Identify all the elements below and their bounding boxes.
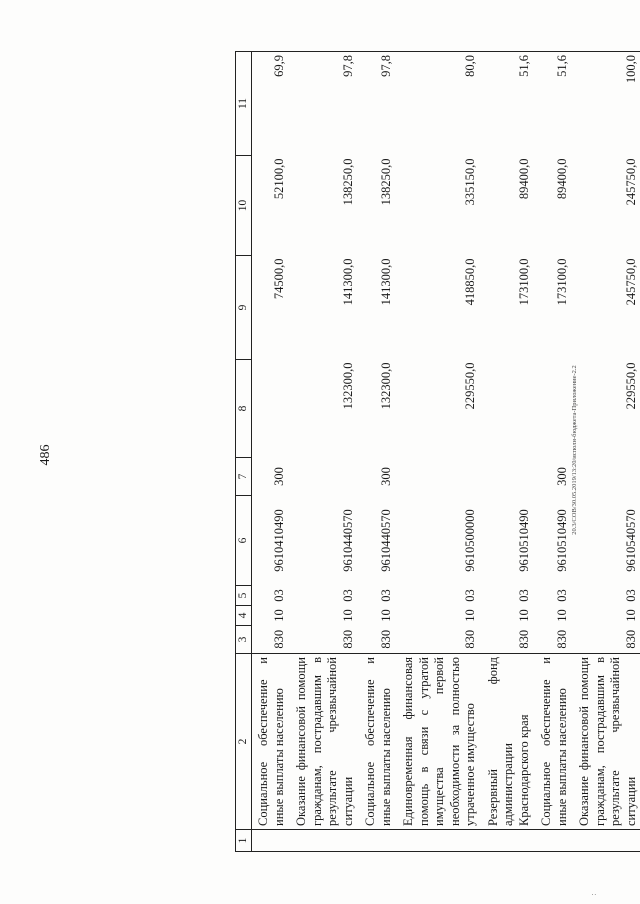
approved-amount-cell	[252, 360, 291, 458]
expense-type-cell	[573, 458, 640, 496]
execution-percent-cell: 97,8	[359, 52, 397, 156]
section-code-cell: 10	[271, 609, 286, 622]
row-number-cell	[482, 830, 536, 852]
executed-amount-cell: 245750,0	[623, 158, 638, 206]
scan-corner-mark: ..	[590, 889, 598, 897]
col-header-2: 2	[236, 654, 252, 830]
execution-percent-cell: 69,9	[252, 52, 291, 156]
target-article-cell: 9610500000	[463, 509, 477, 572]
planned-amount-cell: 418850,0	[463, 258, 477, 306]
page-number: 486	[38, 444, 53, 466]
col-header-11: 11	[236, 52, 252, 156]
execution-percent-cell: 51,6	[535, 52, 573, 156]
approved-amount-cell: 229550,0	[623, 362, 638, 410]
col-header-6: 6	[236, 496, 252, 586]
row-number-cell	[535, 830, 573, 852]
item-name-cell: Социальное обеспечение и иные выплаты населению	[535, 654, 573, 830]
execution-percent-cell: 97,8	[290, 52, 359, 156]
section-code-cell: 10	[554, 609, 569, 622]
table-row	[252, 52, 291, 852]
table-row	[397, 52, 482, 852]
document-footer-path: 20.3/СОВ/30.05.2019/13:20/исполн-бюджета-Приложение-2.2	[571, 365, 578, 535]
subsection-code-cell: 03	[554, 589, 569, 602]
executed-amount-cell: 138250,0	[340, 158, 355, 206]
table-row	[290, 52, 359, 852]
approved-amount-cell	[535, 360, 573, 458]
table-row	[482, 52, 536, 852]
table-row	[573, 52, 640, 852]
planned-amount-cell: 141300,0	[378, 258, 393, 306]
item-name-cell: Социальное обеспечение и иные выплаты населению	[359, 654, 397, 830]
col-header-3: 3	[236, 626, 252, 654]
subsection-code-cell: 03	[463, 589, 477, 602]
expense-type-cell	[397, 458, 482, 496]
expense-type-cell	[482, 458, 536, 496]
approved-amount-cell: 132300,0	[340, 362, 355, 410]
expense-type-cell: 300	[271, 467, 286, 486]
execution-percent-cell: 51,6	[482, 52, 536, 156]
row-number-cell	[573, 830, 640, 852]
table-row	[535, 52, 573, 852]
item-name-cell: Социальное обеспечение и иные выплаты населению	[252, 654, 291, 830]
table-row	[359, 52, 397, 852]
col-header-10: 10	[236, 156, 252, 256]
col-header-1: 1	[236, 830, 252, 852]
col-header-8: 8	[236, 360, 252, 458]
section-code-cell: 10	[378, 609, 393, 622]
subsection-code-cell: 03	[378, 589, 393, 602]
row-number-cell	[252, 830, 291, 852]
ministry-code-cell: 830	[463, 629, 477, 649]
target-article-cell: 9610510490	[516, 509, 531, 572]
section-code-cell: 10	[623, 609, 638, 622]
item-name-cell: Единовременная финансовая помощь в связи с утратой имущества первой необходимости за полностью утраченное имущество	[397, 654, 482, 830]
ministry-code-cell: 830	[623, 629, 638, 649]
target-article-cell: 9610410490	[271, 509, 286, 572]
approved-amount-cell: 229550,0	[463, 362, 477, 410]
col-header-7: 7	[236, 458, 252, 496]
executed-amount-cell: 89400,0	[516, 158, 531, 200]
row-number-cell	[397, 830, 482, 852]
target-article-cell: 9610440570	[340, 509, 355, 572]
approved-amount-cell: 132300,0	[378, 362, 393, 410]
row-number-cell	[359, 830, 397, 852]
executed-amount-cell: 89400,0	[554, 158, 569, 200]
section-code-cell: 10	[463, 609, 477, 622]
subsection-code-cell: 03	[623, 589, 638, 602]
item-name-cell: Оказание финансовой помощи гражданам, пострадавшим в результате чрезвычайной ситуации	[290, 654, 359, 830]
execution-percent-cell: 80,0	[397, 52, 482, 156]
item-name-cell: Оказание финансовой помощи гражданам, пострадавшим в результате чрезвычайной ситуации	[573, 654, 640, 830]
executed-amount-cell: 52100,0	[271, 158, 286, 200]
row-number-cell	[290, 830, 359, 852]
planned-amount-cell: 173100,0	[516, 258, 531, 306]
approved-amount-cell	[482, 360, 536, 458]
expense-type-cell: 300	[378, 467, 393, 486]
ministry-code-cell: 830	[271, 629, 286, 649]
target-article-cell: 9610540570	[623, 509, 638, 572]
section-code-cell: 10	[516, 609, 531, 622]
ministry-code-cell: 830	[378, 629, 393, 649]
ministry-code-cell: 830	[340, 629, 355, 649]
expense-type-cell: 300	[554, 467, 569, 486]
ministry-code-cell: 830	[516, 629, 531, 649]
subsection-code-cell: 03	[340, 589, 355, 602]
col-header-9: 9	[236, 256, 252, 360]
executed-amount-cell: 138250,0	[378, 158, 393, 206]
col-header-5: 5	[236, 586, 252, 606]
planned-amount-cell: 245750,0	[623, 258, 638, 306]
ministry-code-cell: 830	[554, 629, 569, 649]
executed-amount-cell: 335150,0	[463, 158, 477, 206]
expense-type-cell	[290, 458, 359, 496]
col-header-4: 4	[236, 606, 252, 626]
subsection-code-cell: 03	[271, 589, 286, 602]
target-article-cell: 9610440570	[378, 509, 393, 572]
planned-amount-cell: 173100,0	[554, 258, 569, 306]
header-row	[236, 52, 252, 852]
item-name-cell: Резервный фонд администрации Краснодарского края	[482, 654, 536, 830]
planned-amount-cell: 74500,0	[271, 258, 286, 300]
execution-percent-cell: 100,0	[573, 52, 640, 156]
subsection-code-cell: 03	[516, 589, 531, 602]
planned-amount-cell: 141300,0	[340, 258, 355, 306]
section-code-cell: 10	[340, 609, 355, 622]
target-article-cell: 9610510490	[554, 509, 569, 572]
